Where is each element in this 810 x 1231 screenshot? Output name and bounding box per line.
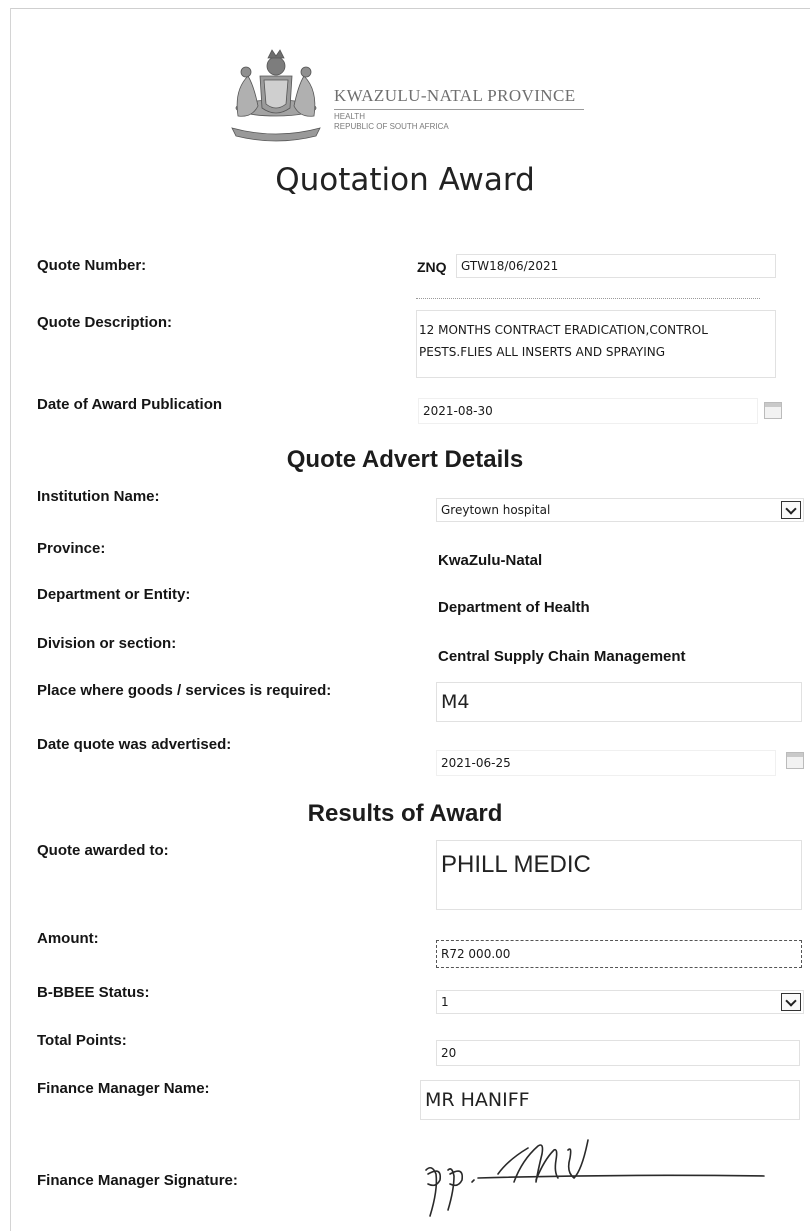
province-label: Province: xyxy=(37,540,106,557)
org-sub-country: REPUBLIC OF SOUTH AFRICA xyxy=(334,122,449,131)
quote-description-line2: PESTS.FLIES ALL INSERTS AND SPRAYING xyxy=(419,345,666,359)
publication-date-value: 2021-08-30 xyxy=(423,404,493,418)
bbbee-value: 1 xyxy=(441,995,449,1009)
institution-label: Institution Name: xyxy=(37,488,160,505)
publication-date-field[interactable] xyxy=(418,398,758,424)
points-field[interactable] xyxy=(436,1040,800,1066)
amount-label: Amount: xyxy=(37,930,99,947)
quote-number-value: GTW18/06/2021 xyxy=(461,259,559,273)
chevron-down-icon[interactable] xyxy=(781,993,801,1011)
division-label: Division or section: xyxy=(37,635,177,652)
quote-description-line1: 12 MONTHS CONTRACT ERADICATION,CONTROL xyxy=(419,323,708,337)
quote-description-field[interactable] xyxy=(416,310,776,378)
page-title: Quotation Award xyxy=(275,162,535,198)
place-field[interactable] xyxy=(436,682,802,722)
province-value: KwaZulu-Natal xyxy=(438,552,543,569)
quote-number-field[interactable] xyxy=(456,254,776,278)
fm-name-value: MR HANIFF xyxy=(425,1089,530,1111)
division-value: Central Supply Chain Management xyxy=(438,648,686,665)
org-divider xyxy=(334,109,584,110)
awarded-to-label: Quote awarded to: xyxy=(37,842,169,859)
points-label: Total Points: xyxy=(37,1032,127,1049)
quote-description-label: Quote Description: xyxy=(37,314,173,331)
institution-value: Greytown hospital xyxy=(441,503,551,517)
points-value: 20 xyxy=(441,1046,457,1060)
awarded-to-value: PHILL MEDIC xyxy=(441,851,591,878)
department-value: Department of Health xyxy=(438,599,590,616)
advertised-date-label: Date quote was advertised: xyxy=(37,736,232,753)
fm-signature-label: Finance Manager Signature: xyxy=(37,1172,238,1189)
bbbee-select[interactable] xyxy=(436,990,804,1014)
advert-details-heading: Quote Advert Details xyxy=(286,446,524,473)
organisation-block xyxy=(334,86,584,132)
place-label: Place where goods / services is required: xyxy=(37,682,332,699)
org-name: KWAZULU-NATAL PROVINCE xyxy=(334,86,576,105)
handwritten-signature xyxy=(418,1130,768,1220)
fm-name-field[interactable] xyxy=(420,1080,800,1120)
fm-name-label: Finance Manager Name: xyxy=(37,1080,210,1097)
quote-number-label: Quote Number: xyxy=(37,257,147,274)
org-sub-health: HEALTH xyxy=(334,112,365,121)
awarded-to-field[interactable] xyxy=(436,840,802,910)
results-heading: Results of Award xyxy=(307,800,503,827)
institution-select[interactable] xyxy=(436,498,804,522)
advertised-date-field[interactable] xyxy=(436,750,776,776)
description-top-dots xyxy=(416,298,760,302)
bbbee-label: B-BBEE Status: xyxy=(37,984,150,1001)
place-value: M4 xyxy=(441,691,470,713)
advertised-date-value: 2021-06-25 xyxy=(441,756,511,770)
chevron-down-icon[interactable] xyxy=(781,501,801,519)
quote-prefix: ZNQ xyxy=(417,259,447,275)
amount-field[interactable] xyxy=(436,940,802,968)
page-border-top xyxy=(10,8,810,9)
publication-date-label: Date of Award Publication xyxy=(37,396,223,413)
calendar-icon[interactable] xyxy=(786,752,804,769)
amount-value: R72 000.00 xyxy=(441,947,511,961)
calendar-icon[interactable] xyxy=(764,402,782,419)
coat-of-arms-logo xyxy=(218,46,334,146)
department-label: Department or Entity: xyxy=(37,586,191,603)
